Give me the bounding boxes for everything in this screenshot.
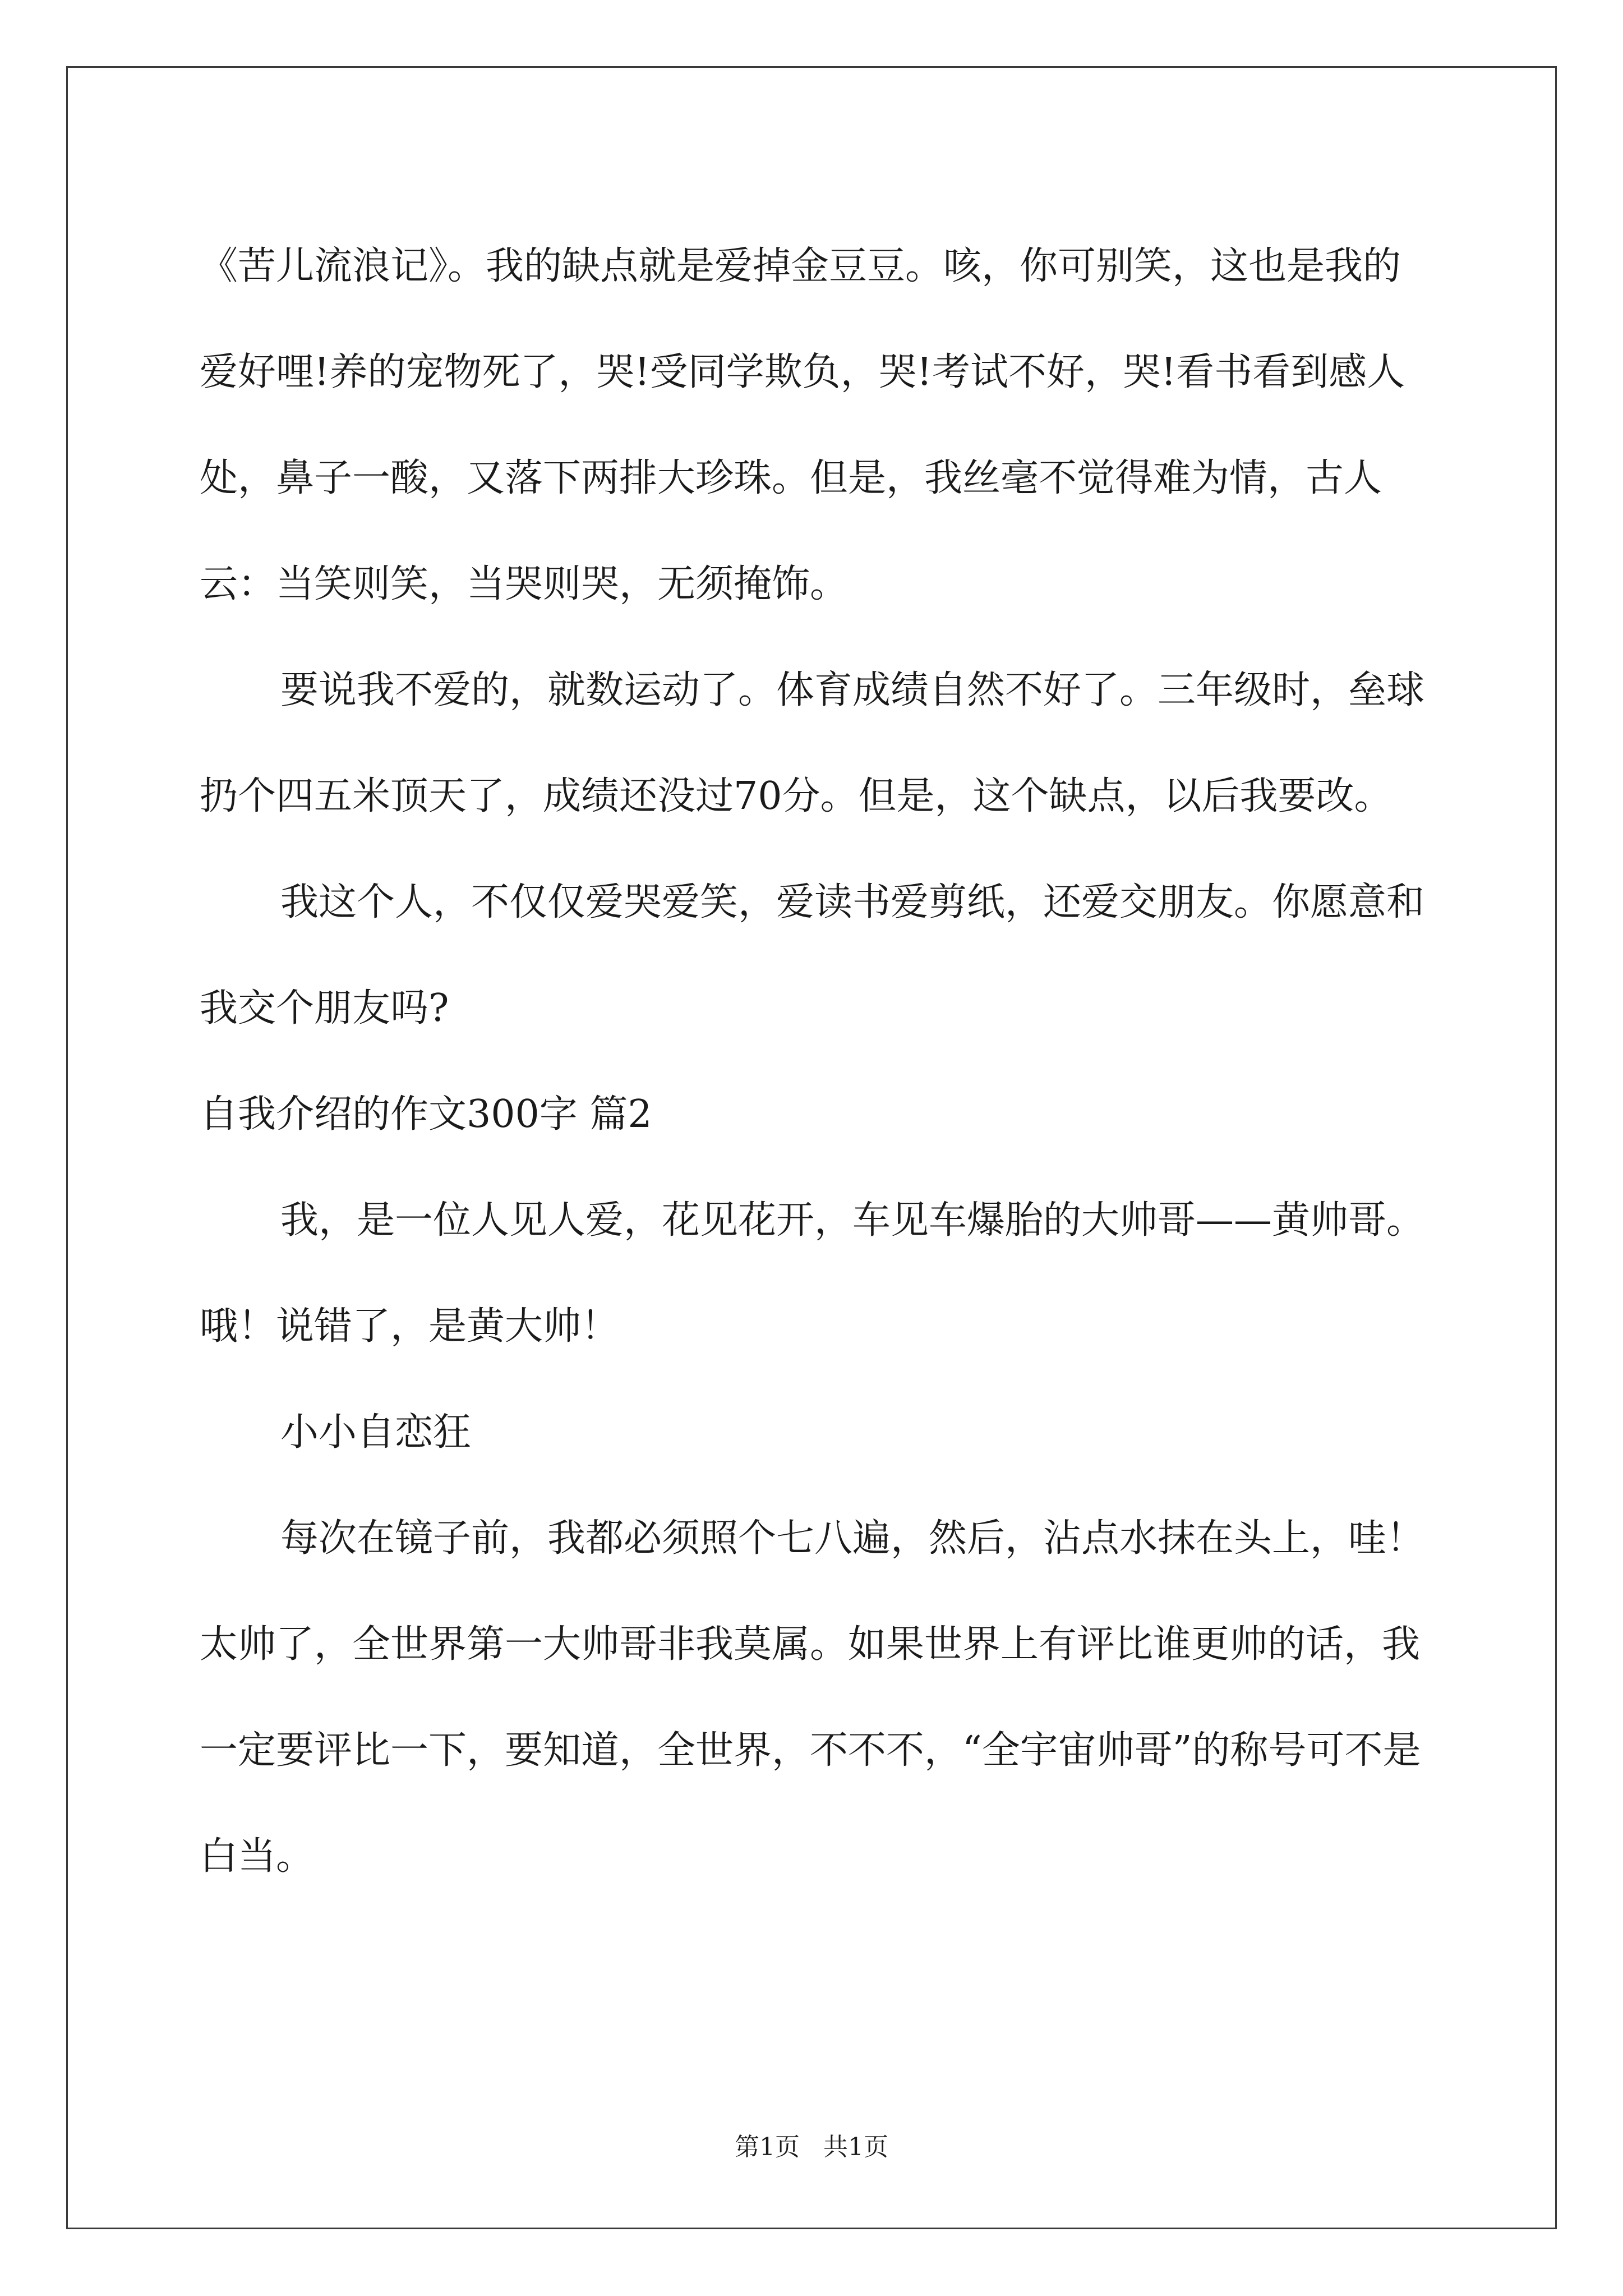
- paragraph-5: 小小自恋狂: [280, 1410, 472, 1455]
- paragraph-6: 每次在镜子前，我都必须照个七八遍，然后，沾点水抹在头上，哇！太帅了，全世界第一大帅哥非我莫属。如果世界上有评比谁更帅的话，我一定要评比一下，要知道，全世界，不不不，“全宇宙帅哥”的称号可不是白当。: [200, 1516, 1425, 1879]
- paragraph-2: 要说我不爱的，就数运动了。体育成绩自然不好了。三年级时，垒球扔个四五米顶天了，成绩还没过70分。但是，这个缺点，以后我要改。: [200, 668, 1425, 818]
- page-footer: [0, 2131, 1623, 2164]
- paragraph-1: 《苦儿流浪记》。我的缺点就是爱掉金豆豆。咳，你可别笑，这也是我的爱好哩!养的宠物死了，哭!受同学欺负，哭!考试不好，哭!看书看到感人处，鼻子一酸，又落下两排大珍珠。但是，我丝毫不觉得难为情，古人云：当笑则笑，当哭则哭，无须掩饰。: [200, 244, 1405, 606]
- page-total: 共1页: [823, 2133, 888, 2161]
- section-heading: 自我介绍的作文300字 篇2: [200, 1092, 652, 1137]
- document-body: [200, 213, 1433, 1910]
- paragraph-4: 我，是一位人见人爱，花见花开，车见车爆胎的大帅哥——黄帅哥。哦！说错了，是黄大帅！: [200, 1198, 1425, 1349]
- paragraph-3: 我这个人，不仅仅爱哭爱笑，爱读书爱剪纸，还爱交朋友。你愿意和我交个朋友吗?: [200, 880, 1425, 1030]
- page-number: 第1页: [735, 2133, 800, 2161]
